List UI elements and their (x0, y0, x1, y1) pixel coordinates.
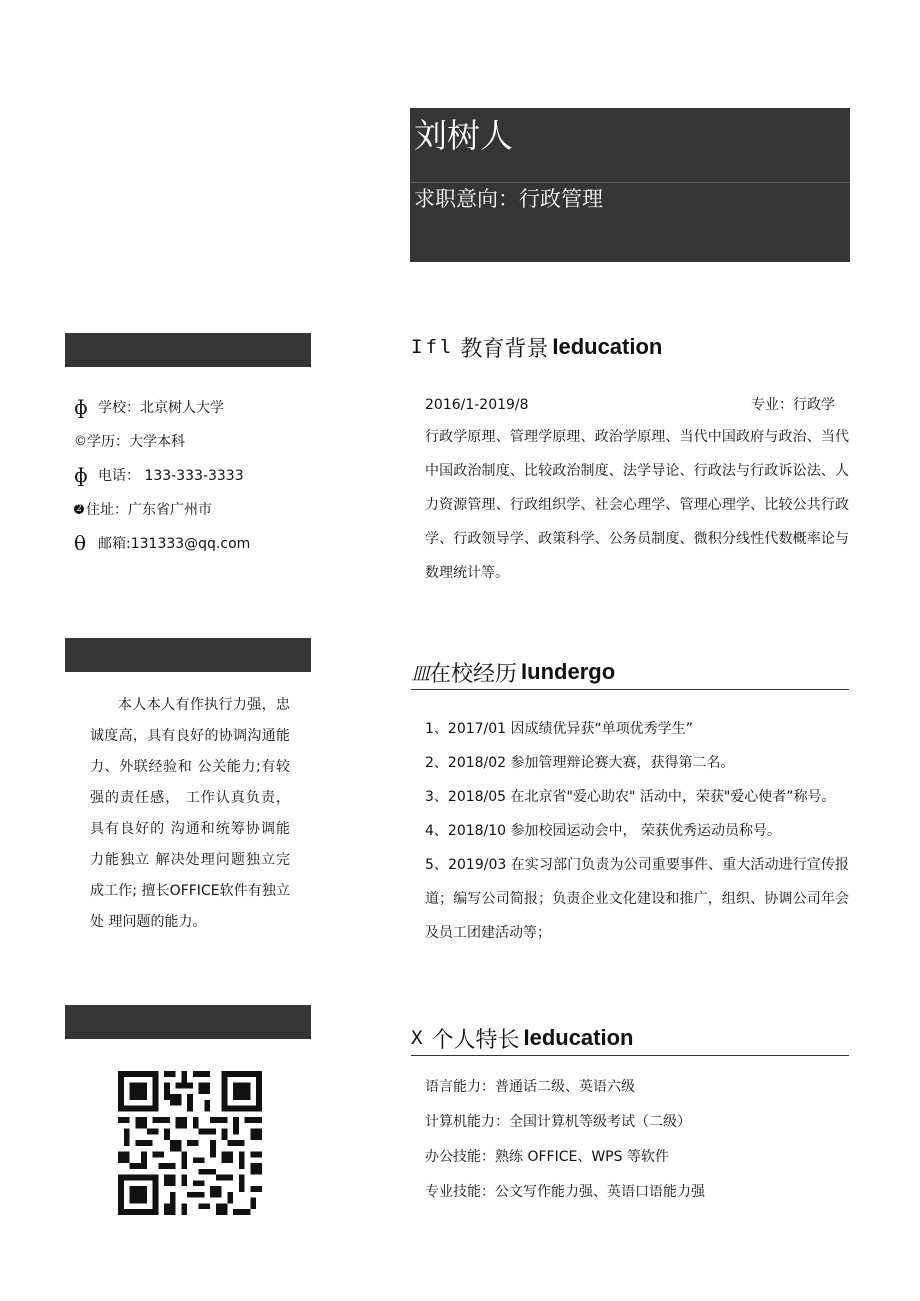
list-item: 办公技能：熟练 OFFICE、WPS 等软件 (425, 1149, 669, 1165)
self-evaluation: 本人本人有作执行力强，忠诚度高，具有良好的协调沟通能力、外联经验和 公关能力;有较强的责任感， 工作认真负责，具有良好的 沟通和统筹协调能力能独立 解决处理问题独立完成工作; 擅长OFFICE软件有独立处 理问题的能力。 (90, 697, 290, 930)
skills-heading-cn: 个人特长 (431, 1027, 520, 1053)
qr-code-icon (118, 1071, 262, 1215)
contact-text: 学历：大学本科 (87, 434, 185, 450)
contact-item-degree (74, 424, 374, 458)
contact-text: 邮箱:131333@qq.com (98, 536, 251, 552)
contact-item-email (74, 526, 374, 560)
experience-heading-cn: 在校经历 (429, 661, 518, 687)
experience-list (425, 712, 849, 950)
contact-section-bar (65, 333, 311, 367)
contact-item-phone (74, 458, 374, 492)
skills-section-icon: X (411, 1027, 426, 1049)
education-heading-cn: 教育背景 (460, 336, 549, 362)
education-heading-en: Ieducation (552, 334, 663, 359)
phi-icon: ɸ (74, 463, 88, 487)
contact-item-school (74, 390, 374, 424)
header-divider (410, 182, 850, 183)
skills-heading (411, 1021, 849, 1056)
phi-icon: ɸ (74, 395, 88, 419)
education-period: 2016/1-2019/8 (425, 397, 529, 413)
contact-text: 电话： 133-333-3333 (98, 468, 244, 484)
list-item: 4、2018/10 参加校园运动会中， 荣获优秀运动员称号。 (425, 823, 781, 839)
skills-list (425, 1070, 849, 1210)
contact-item-address (74, 492, 374, 526)
list-item: 3、2018/05 在北京省"爱心助农" 活动中，荣获"爱心使者”称号。 (425, 789, 836, 805)
education-section-icon: Ifl (411, 336, 455, 358)
theta-icon: θ (74, 531, 87, 555)
contact-list (74, 390, 374, 560)
list-item: 专业技能：公文写作能力强、英语口语能力强 (425, 1184, 705, 1200)
list-item: 5、2019/03 在实习部门负责为公司重要事件、重大活动进行宣传报道；编写公司简报；负责企业文化建设和推广，组织、协调公司年会及员工团建活动等； (425, 857, 849, 941)
list-item: 1、2017/01 因成绩优异获“单项优秀学生” (425, 721, 694, 737)
experience-section-icon: 皿 (411, 662, 430, 685)
list-item: 计算机能力：全国计算机等级考试（二级） (425, 1114, 691, 1130)
self-evaluation-section-bar (65, 638, 311, 672)
candidate-name: 刘树人 (414, 116, 513, 155)
list-item: 语言能力：普通话二级、英语六级 (425, 1079, 635, 1095)
qr-section-bar (65, 1005, 311, 1039)
education-heading (411, 330, 849, 364)
contact-text: 学校：北京树人大学 (98, 400, 224, 416)
skills-heading-en: Ieducation (523, 1025, 634, 1050)
contact-text: 住址：广东省广州市 (86, 502, 212, 518)
numbered-circle-icon: 2 (74, 504, 84, 514)
education-major: 专业：行政学 (751, 397, 835, 413)
job-intent: 求职意向：行政管理 (414, 187, 603, 211)
experience-heading (411, 655, 849, 690)
list-item: 2、2018/02 参加管理辩论赛大赛，获得第二名。 (425, 755, 735, 771)
education-meta (425, 390, 835, 420)
header-banner (410, 108, 850, 262)
experience-heading-en: Iundergo (521, 659, 616, 684)
copyright-icon: © (74, 433, 87, 449)
education-courses: 行政学原理、管理学原理、政治学原理、当代中国政府与政治、当代中国政治制度、比较政治制度、法学导论、行政法与行政诉讼法、人力资源管理、行政组织学、社会心理学、管理心理学、比较公共行政学、行政领导学、政策科学、公务员制度、微积分线性代数概率论与数理统计等。 (425, 429, 849, 581)
